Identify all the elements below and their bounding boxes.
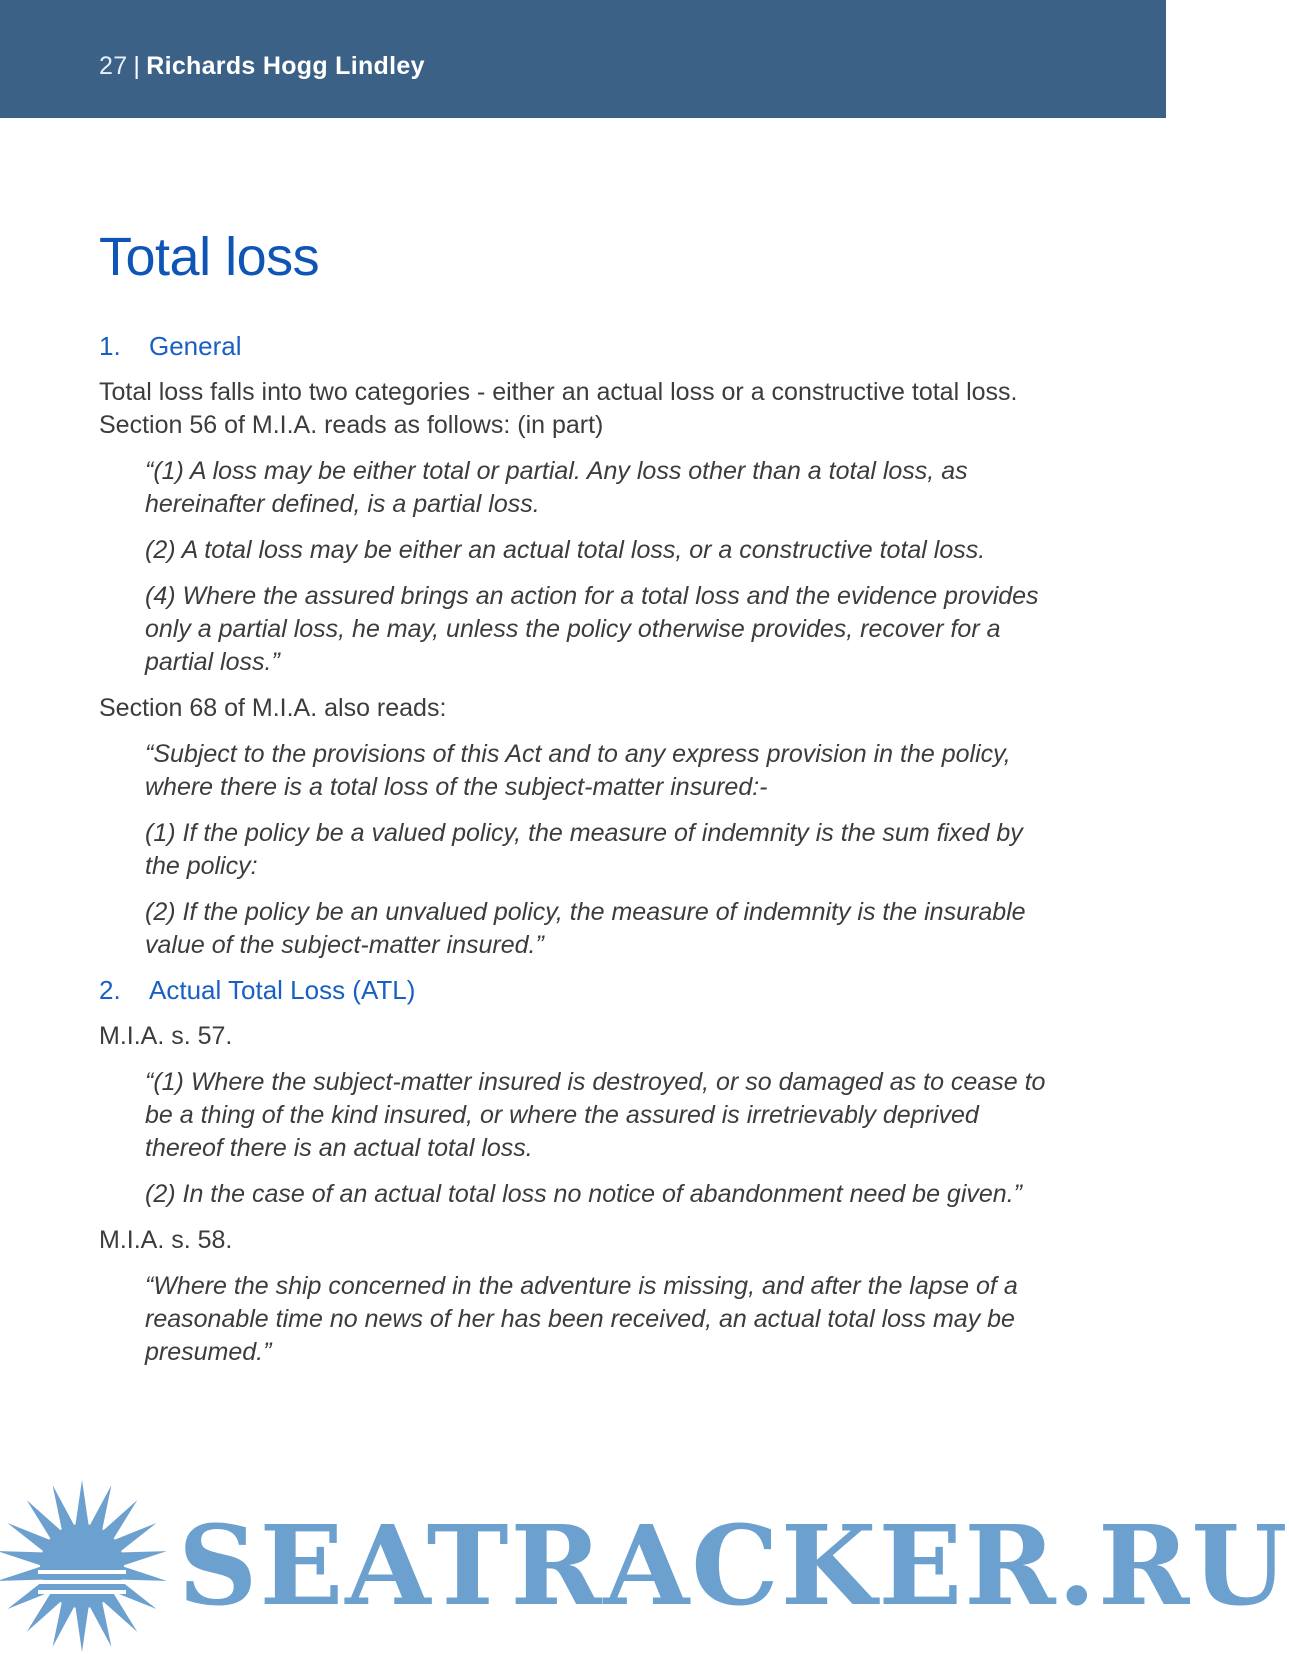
page-title: Total loss (99, 227, 320, 287)
quote-paragraph: “Where the ship concerned in the adventure is missing, and after the lapse of a reasonable time no news of her has been received, an actual total loss may be presumed.” (145, 1272, 1018, 1366)
organization-name: Richards Hogg Lindley (146, 52, 425, 80)
section-number: 2. (99, 975, 121, 1005)
section-heading-general (99, 330, 1059, 362)
reference-line: M.I.A. s. 57. (99, 1022, 233, 1050)
reference-line: M.I.A. s. 58. (99, 1226, 233, 1254)
page-header (0, 0, 1166, 118)
header-separator: | (133, 52, 141, 80)
quote-paragraph: (2) In the case of an actual total loss no notice of abandonment need be given.” (145, 1180, 1022, 1208)
section-title: Actual Total Loss (ATL) (149, 975, 416, 1005)
quote-paragraph: (2) If the policy be an unvalued policy, the measure of indemnity is the insurable value of the subject-matter insured.” (145, 898, 1026, 959)
quote-paragraph: “Subject to the provisions of this Act and to any express provision in the policy, where there is a total loss of the subject-matter insured:- (145, 740, 1011, 801)
quote-paragraph: “(1) Where the subject-matter insured is destroyed, or so damaged as to cease to be a thing of the kind insured, or where the assured is irretrievably deprived thereof there is an actual total loss. (145, 1068, 1046, 1162)
page-number: 27 (99, 52, 128, 80)
quote-paragraph: (2) A total loss may be either an actual total loss, or a constructive total loss. (145, 536, 986, 564)
watermark-text: SEATRACKER.RU (178, 1501, 1289, 1630)
quote-paragraph: (1) If the policy be a valued policy, the measure of indemnity is the sum fixed by the policy: (145, 819, 1023, 880)
document-body (99, 220, 1059, 1369)
section-title: General (149, 331, 242, 361)
section-number: 1. (99, 331, 121, 361)
quote-paragraph: “(1) A loss may be either total or partial. Any loss other than a total loss, as hereinafter defined, is a partial loss. (145, 457, 968, 518)
header-text (99, 52, 425, 81)
section-heading-actual-total-loss (99, 974, 1059, 1006)
paragraph: Section 68 of M.I.A. also reads: (99, 694, 447, 722)
sun-icon (0, 1480, 168, 1652)
quote-paragraph: (4) Where the assured brings an action for a total loss and the evidence provides only a partial loss, he may, unless the policy otherwise provides, recover for a partial loss.” (145, 582, 1039, 676)
paragraph: Total loss falls into two categories - either an actual loss or a constructive total loss. Section 56 of M.I.A. reads as follows: (in part) (99, 378, 1018, 439)
